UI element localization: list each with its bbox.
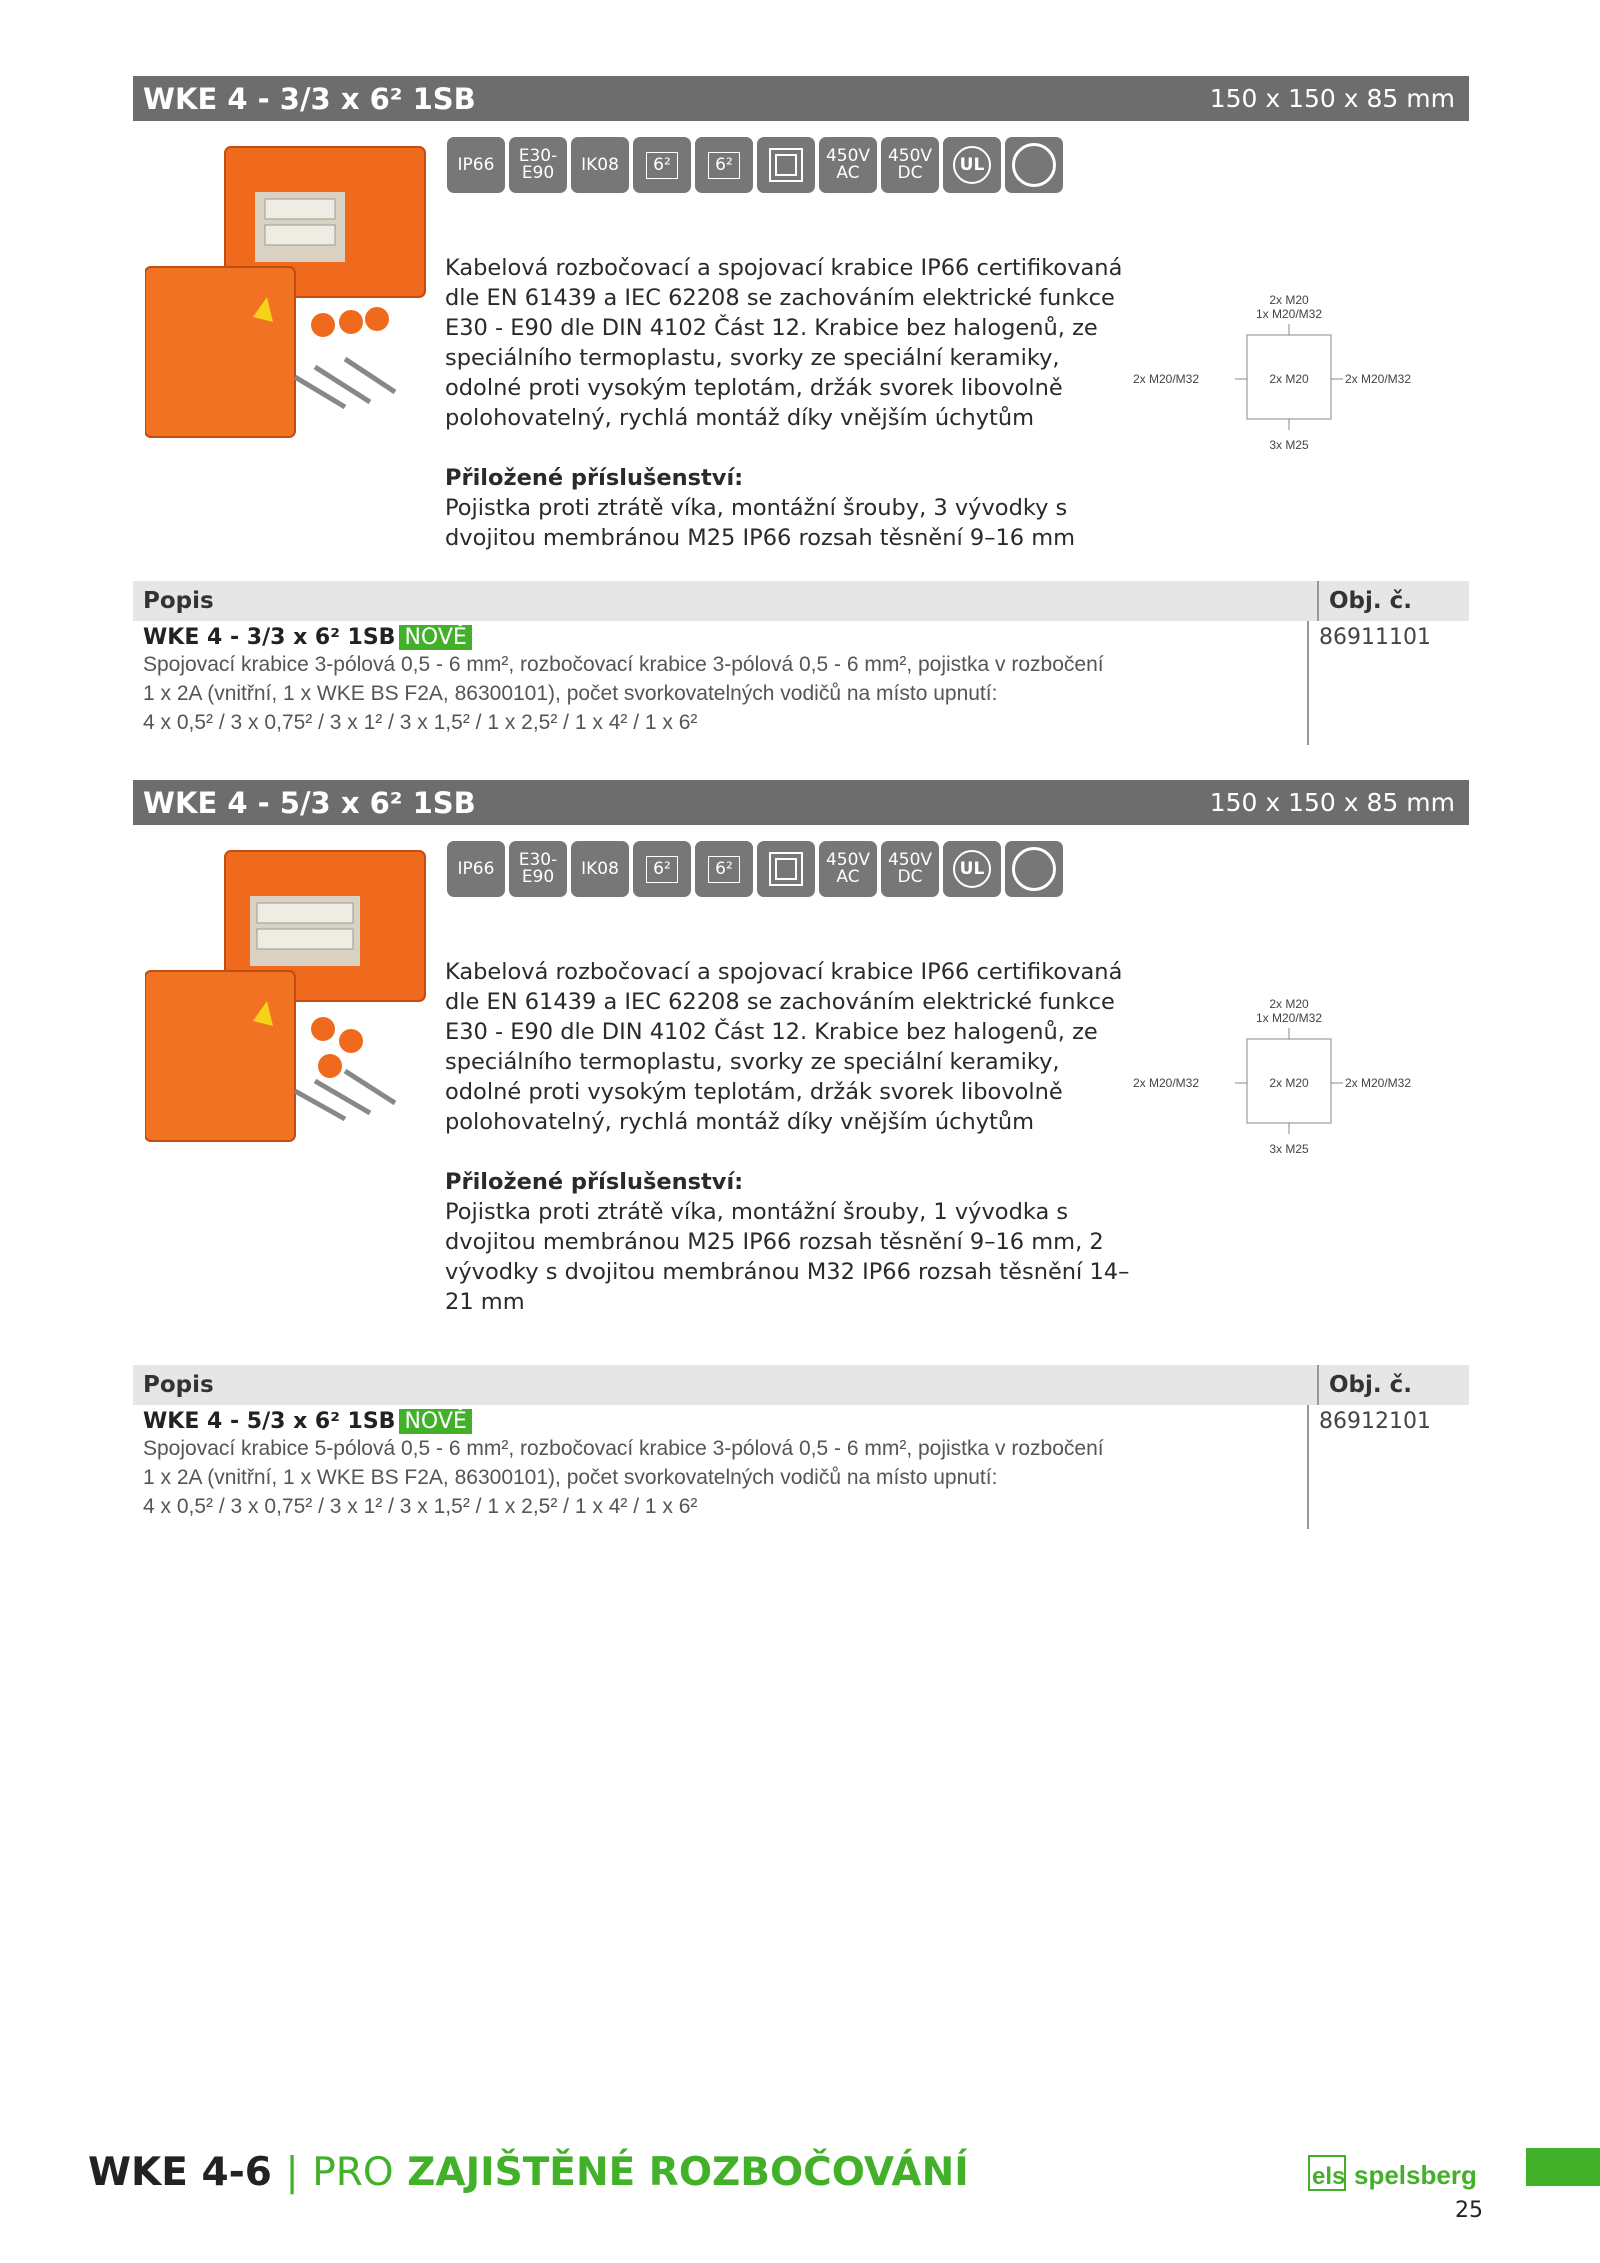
page-number: 25: [1455, 2198, 1483, 2223]
table-product-name: WKE 4 - 5/3 x 6² 1SB: [143, 1409, 396, 1434]
table-description-line: 1 x 2A (vnitřní, 1 x WKE BS F2A, 86300101), počet svorkovatelných vodičů na místo upnutí:: [143, 1466, 998, 1489]
product-description: Kabelová rozbočovací a spojovací krabice IP66 certifikovaná dle EN 61439 a IEC 62208 se zachováním elektrické funkce E30 - E90 dle DIN 4102 Část 12. Krabice bez halogenů, ze speciálního termoplastu, svorky ze speciální keramiky, odolné proti vysokým teplotám, držák svorek libovolně polohovatelný, rychlá montáž díky vnějším úchytům: [445, 959, 1123, 1135]
new-badge: NOVĚ: [399, 1409, 471, 1434]
spelsberg-logo: [1308, 2152, 1483, 2196]
product-title-bar: [133, 780, 1469, 825]
product-section: [133, 780, 1469, 1529]
diagram-bottom-label: 3x M25: [1269, 1142, 1309, 1156]
ik08-icon: IK08: [571, 841, 629, 897]
table-description-line: 4 x 0,5² / 3 x 0,75² / 3 x 1² / 3 x 1,5² / 1 x 2,5² / 1 x 4² / 1 x 6²: [143, 711, 698, 734]
table-row: [133, 1405, 1469, 1529]
product-title-bar: [133, 76, 1469, 121]
cross-section-icon: 6²: [633, 841, 691, 897]
halogen-free-icon: [1005, 841, 1063, 897]
footer-title: [88, 2150, 969, 2195]
product-title: WKE 4 - 3/3 x 6² 1SB: [143, 81, 476, 116]
e30-e90-icon: E30- E90: [509, 137, 567, 193]
table-description-line: Spojovací krabice 3-pólová 0,5 - 6 mm², rozbočovací krabice 3-pólová 0,5 - 6 mm², pojistka v rozbočení: [143, 653, 1104, 676]
product-photo: [145, 841, 440, 1146]
ip66-icon: IP66: [447, 137, 505, 193]
cable-entry-diagram: [1133, 291, 1433, 471]
diagram-left-label: 2x M20/M32: [1133, 1076, 1200, 1090]
product-table: [133, 1365, 1469, 1529]
diagram-right-label: 2x M20/M32: [1345, 372, 1412, 386]
voltage-ac-icon: 450V AC: [819, 137, 877, 193]
table-description-line: 1 x 2A (vnitřní, 1 x WKE BS F2A, 86300101), počet svorkovatelných vodičů na místo upnutí:: [143, 682, 998, 705]
ik08-icon: IK08: [571, 137, 629, 193]
ip66-icon: IP66: [447, 841, 505, 897]
e30-e90-icon: E30- E90: [509, 841, 567, 897]
diagram-bottom-label: 3x M25: [1269, 438, 1309, 452]
voltage-dc-icon: 450V DC: [881, 841, 939, 897]
table-header-order-number: Obj. č.: [1329, 588, 1413, 614]
table-row: [133, 621, 1469, 745]
new-badge: NOVĚ: [399, 625, 471, 650]
product-dimensions: 150 x 150 x 85 mm: [1209, 788, 1455, 817]
diagram-right-label: 2x M20/M32: [1345, 1076, 1412, 1090]
voltage-ac-icon: 450V AC: [819, 841, 877, 897]
voltage-dc-icon: 450V DC: [881, 137, 939, 193]
diagram-top2-label: 1x M20/M32: [1255, 307, 1323, 321]
accessories-text: Pojistka proti ztrátě víka, montážní šrouby, 1 vývodka s dvojitou membránou M25 IP66 rozsah těsnění 9–16 mm, 2 vývodky s dvojitou membránou M32 IP66 rozsah těsnění 14–21 mm: [445, 1199, 1130, 1315]
diagram-top2-label: 1x M20/M32: [1255, 1011, 1323, 1025]
product-description-block: [445, 253, 1135, 553]
accessories-text: Pojistka proti ztrátě víka, montážní šrouby, 3 vývodky s dvojitou membránou M25 IP66 rozsah těsnění 9–16 mm: [445, 495, 1076, 551]
accessories-title: Přiložené příslušenství:: [445, 465, 744, 491]
table-header-order-number: Obj. č.: [1329, 1372, 1413, 1398]
halogen-free-icon: [1005, 137, 1063, 193]
ul-certified-icon: UL: [943, 137, 1001, 193]
table-description-line: 4 x 0,5² / 3 x 0,75² / 3 x 1² / 3 x 1,5² / 1 x 2,5² / 1 x 4² / 1 x 6²: [143, 1495, 698, 1518]
order-number: 86912101: [1319, 1409, 1431, 1434]
svg-text:spelsberg: spelsberg: [1354, 2160, 1477, 2190]
double-insulation-icon: [757, 137, 815, 193]
table-header-description: Popis: [133, 1365, 1319, 1405]
order-number: 86911101: [1319, 625, 1431, 650]
page-tab-marker: [1526, 2148, 1600, 2186]
diagram-top-label: 2x M20: [1269, 293, 1309, 307]
accessories-title: Přiložené příslušenství:: [445, 1169, 744, 1195]
product-section: [133, 76, 1469, 745]
diagram-top-label: 2x M20: [1269, 997, 1309, 1011]
product-title: WKE 4 - 5/3 x 6² 1SB: [143, 785, 476, 820]
footer-series: WKE 4-6: [88, 2150, 272, 2195]
table-header-description: Popis: [133, 581, 1319, 621]
product-description: Kabelová rozbočovací a spojovací krabice IP66 certifikovaná dle EN 61439 a IEC 62208 se zachováním elektrické funkce E30 - E90 dle DIN 4102 Část 12. Krabice bez halogenů, ze speciálního termoplastu, svorky ze speciální keramiky, odolné proti vysokým teplotám, držák svorek libovolně polohovatelný, rychlá montáž díky vnějším úchytům: [445, 255, 1123, 431]
certification-icons: [447, 137, 1063, 193]
cross-section-icon: 6²: [633, 137, 691, 193]
footer-topic: ZAJIŠTĚNÉ ROZBOČOVÁNÍ: [407, 2150, 969, 2195]
diagram-center-label: 2x M20: [1269, 1076, 1309, 1090]
product-table: [133, 581, 1469, 745]
diagram-center-label: 2x M20: [1269, 372, 1309, 386]
product-dimensions: 150 x 150 x 85 mm: [1209, 84, 1455, 113]
product-photo: [145, 137, 440, 442]
diagram-left-label: 2x M20/M32: [1133, 372, 1200, 386]
table-description-line: Spojovací krabice 5-pólová 0,5 - 6 mm², rozbočovací krabice 3-pólová 0,5 - 6 mm², pojistka v rozbočení: [143, 1437, 1104, 1460]
certification-icons: [447, 841, 1063, 897]
double-insulation-icon: [757, 841, 815, 897]
footer-pro: PRO: [312, 2150, 394, 2195]
table-product-name: WKE 4 - 3/3 x 6² 1SB: [143, 625, 396, 650]
ul-certified-icon: UL: [943, 841, 1001, 897]
cross-section-icon: 6²: [695, 841, 753, 897]
footer-separator: |: [285, 2150, 299, 2195]
cross-section-icon: 6²: [695, 137, 753, 193]
cable-entry-diagram: [1133, 995, 1433, 1175]
product-description-block: [445, 957, 1135, 1317]
svg-text:els: els: [1312, 2163, 1346, 2190]
